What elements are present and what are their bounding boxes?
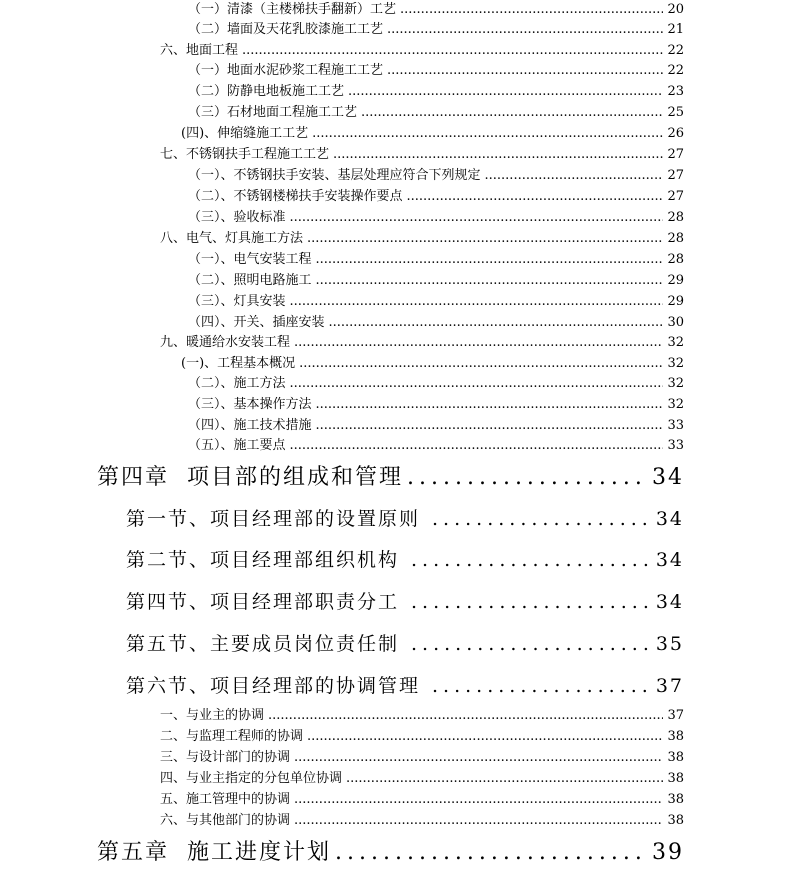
toc-entry-label: 六、与其他部门的协调 bbox=[160, 813, 291, 828]
toc-entry-label: 八、电气、灯具施工方法 bbox=[160, 231, 304, 246]
toc-entry-label: （三）、验收标准 bbox=[188, 210, 286, 225]
toc-leader-dots bbox=[242, 43, 663, 59]
toc-entry-page: 37 bbox=[655, 675, 684, 697]
toc-entry[interactable] bbox=[160, 771, 684, 787]
toc-entry-page: 26 bbox=[667, 126, 684, 141]
toc-leader-dots bbox=[307, 729, 663, 745]
toc-leader-dots bbox=[316, 252, 664, 268]
toc-entry-label: （四）、开关、插座安装 bbox=[188, 315, 325, 330]
toc-entry[interactable] bbox=[160, 750, 684, 766]
toc-entry-label: （三）、灯具安装 bbox=[188, 294, 286, 309]
toc-leader-dots bbox=[329, 315, 664, 331]
toc-entry[interactable] bbox=[160, 147, 684, 163]
toc-entry-label: 第五章 施工进度计划 bbox=[97, 840, 331, 865]
toc-leader-dots bbox=[290, 294, 664, 310]
toc-leader-dots bbox=[307, 231, 663, 247]
toc-leader-dots bbox=[485, 168, 664, 184]
toc-entry[interactable] bbox=[188, 376, 684, 392]
toc-entry-page: 30 bbox=[667, 315, 684, 330]
toc-leader-dots bbox=[316, 397, 664, 413]
toc-entry-page: 22 bbox=[667, 63, 684, 78]
toc-entry-label: （二）墙面及天花乳胶漆施工工艺 bbox=[188, 22, 384, 37]
toc-entry-label: 七、不锈钢扶手工程施工工艺 bbox=[160, 147, 330, 162]
toc-entry-page: 33 bbox=[667, 418, 684, 433]
toc-leader-dots bbox=[294, 335, 663, 351]
toc-section-entry[interactable] bbox=[126, 507, 684, 531]
toc-leader-dots bbox=[400, 2, 663, 18]
toc-entry-page: 37 bbox=[667, 708, 684, 723]
toc-entry-page: 34 bbox=[655, 591, 684, 613]
toc-entry[interactable] bbox=[160, 43, 684, 59]
toc-leader-dots bbox=[333, 147, 663, 163]
toc-entry[interactable] bbox=[160, 231, 684, 247]
toc-entry-page: 28 bbox=[667, 210, 684, 225]
toc-entry[interactable] bbox=[160, 792, 684, 808]
toc-entry-page: 27 bbox=[667, 147, 684, 162]
toc-entry[interactable] bbox=[188, 273, 684, 289]
toc-leader-dots bbox=[294, 792, 663, 808]
toc-leader-dots bbox=[407, 465, 640, 491]
toc-entry-page: 23 bbox=[667, 84, 684, 99]
toc-entry-page: 20 bbox=[667, 2, 684, 17]
toc-leader-dots bbox=[348, 84, 663, 100]
toc-entry-page: 38 bbox=[667, 750, 684, 765]
toc-entry-label: 第二节、项目经理部组织机构 bbox=[126, 549, 400, 571]
toc-leader-dots bbox=[299, 356, 663, 372]
toc-entry-label: （一）、电气安装工程 bbox=[188, 252, 312, 267]
toc-section-entry[interactable] bbox=[126, 674, 684, 698]
toc-entry-label: （四）、施工技术措施 bbox=[188, 418, 312, 433]
toc-entry[interactable] bbox=[160, 335, 684, 351]
toc-entry-page: 35 bbox=[655, 633, 684, 655]
toc-leader-dots bbox=[290, 438, 664, 454]
toc-entry-label: 六、地面工程 bbox=[160, 43, 239, 58]
toc-section-entry[interactable] bbox=[126, 548, 684, 572]
toc-entry[interactable] bbox=[188, 397, 684, 413]
toc-leader-dots bbox=[268, 708, 663, 724]
toc-entry-label: (四)、伸缩缝施工工艺 bbox=[181, 126, 309, 141]
toc-entry-page: 32 bbox=[667, 356, 684, 371]
toc-entry-label: （三）、基本操作方法 bbox=[188, 397, 312, 412]
toc-entry-label: (一)、工程基本概况 bbox=[181, 356, 296, 371]
toc-entry-page: 38 bbox=[667, 813, 684, 828]
toc-entry-label: 第一节、项目经理部的设置原则 bbox=[126, 508, 421, 530]
toc-leader-dots bbox=[407, 189, 664, 205]
toc-entry-label: （三）石材地面工程施工工艺 bbox=[188, 105, 358, 120]
toc-entry-page: 38 bbox=[667, 771, 684, 786]
toc-leader-dots bbox=[316, 273, 664, 289]
toc-entry-page: 22 bbox=[667, 43, 684, 58]
toc-entry[interactable] bbox=[188, 22, 684, 38]
toc-entry[interactable] bbox=[188, 294, 684, 310]
toc-entry-label: （二）、照明电路施工 bbox=[188, 273, 312, 288]
toc-leader-dots bbox=[361, 105, 663, 121]
toc-entry-label: （五）、施工要点 bbox=[188, 438, 286, 453]
toc-entry-page: 34 bbox=[652, 465, 684, 490]
toc-entry-page: 32 bbox=[667, 376, 684, 391]
toc-entry-page: 39 bbox=[652, 840, 684, 865]
toc-entry-label: （二）防静电地板施工工艺 bbox=[188, 84, 345, 99]
toc-entry-page: 32 bbox=[667, 335, 684, 350]
toc-entry-label: （二）、施工方法 bbox=[188, 376, 286, 391]
toc-leader-dots bbox=[432, 507, 648, 531]
toc-entry[interactable] bbox=[188, 84, 684, 100]
toc-entry-label: 第六节、项目经理部的协调管理 bbox=[126, 675, 421, 697]
toc-entry[interactable] bbox=[188, 252, 684, 268]
toc-entry[interactable] bbox=[181, 356, 684, 372]
toc-entry-label: （一）清漆（主楼梯扶手翻新）工艺 bbox=[188, 2, 397, 17]
toc-leader-dots bbox=[290, 376, 664, 392]
toc-entry-page: 32 bbox=[667, 397, 684, 412]
toc-entry[interactable] bbox=[181, 126, 684, 142]
toc-entry-page: 21 bbox=[667, 22, 684, 37]
toc-entry-page: 34 bbox=[655, 549, 684, 571]
toc-entry[interactable] bbox=[188, 210, 684, 226]
toc-leader-dots bbox=[312, 126, 663, 142]
toc-section-entry[interactable] bbox=[126, 632, 684, 656]
toc-chapter-entry[interactable] bbox=[97, 465, 684, 491]
toc-entry-page: 33 bbox=[667, 438, 684, 453]
toc-entry-page: 28 bbox=[667, 231, 684, 246]
toc-entry-page: 38 bbox=[667, 792, 684, 807]
toc-entry-label: 第四章 项目部的组成和管理 bbox=[97, 465, 403, 490]
toc-entry-label: 二、与监理工程师的协调 bbox=[160, 729, 304, 744]
toc-leader-dots bbox=[294, 813, 663, 829]
toc-entry-label: 五、施工管理中的协调 bbox=[160, 792, 291, 807]
toc-leader-dots bbox=[411, 548, 648, 572]
toc-leader-dots bbox=[290, 210, 664, 226]
toc-leader-dots bbox=[432, 674, 648, 698]
toc-entry[interactable] bbox=[160, 813, 684, 829]
toc-entry-label: （一）、不锈钢扶手安装、基层处理应符合下列规定 bbox=[188, 168, 481, 183]
toc-entry[interactable] bbox=[188, 168, 684, 184]
toc-entry-label: （二）、不锈钢楼梯扶手安装操作要点 bbox=[188, 189, 403, 204]
toc-leader-dots bbox=[316, 418, 664, 434]
toc-entry[interactable] bbox=[188, 63, 684, 79]
toc-leader-dots bbox=[335, 840, 640, 866]
toc-entry-page: 34 bbox=[655, 508, 684, 530]
toc-entry[interactable] bbox=[188, 2, 684, 18]
toc-entry-page: 28 bbox=[667, 252, 684, 267]
toc-leader-dots bbox=[411, 590, 648, 614]
toc-entry[interactable] bbox=[188, 105, 684, 121]
toc-leader-dots bbox=[294, 750, 663, 766]
toc-entry[interactable] bbox=[188, 315, 684, 331]
toc-entry-page: 29 bbox=[667, 294, 684, 309]
toc-entry-label: 四、与业主指定的分包单位协调 bbox=[160, 771, 343, 786]
toc-entry-label: （一）地面水泥砂浆工程施工工艺 bbox=[188, 63, 384, 78]
toc-entry[interactable] bbox=[188, 189, 684, 205]
toc-entry[interactable] bbox=[160, 729, 684, 745]
toc-leader-dots bbox=[387, 22, 663, 38]
toc-leader-dots bbox=[387, 63, 663, 79]
toc-leader-dots bbox=[411, 632, 648, 656]
toc-chapter-entry[interactable] bbox=[97, 840, 684, 866]
toc-entry-page: 27 bbox=[667, 189, 684, 204]
toc-entry-label: 九、暖通给水安装工程 bbox=[160, 335, 291, 350]
toc-entry-label: 三、与设计部门的协调 bbox=[160, 750, 291, 765]
toc-leader-dots bbox=[346, 771, 663, 787]
toc-entry-page: 29 bbox=[667, 273, 684, 288]
toc-entry[interactable] bbox=[188, 418, 684, 434]
toc-entry[interactable] bbox=[188, 438, 684, 454]
toc-entry-label: 第五节、主要成员岗位责任制 bbox=[126, 633, 400, 655]
toc-entry-label: 第四节、项目经理部职责分工 bbox=[126, 591, 400, 613]
toc-entry-page: 25 bbox=[667, 105, 684, 120]
toc-entry-label: 一、与业主的协调 bbox=[160, 708, 265, 723]
toc-entry-page: 38 bbox=[667, 729, 684, 744]
toc-section-entry[interactable] bbox=[126, 590, 684, 614]
toc-entry[interactable] bbox=[160, 708, 684, 724]
toc-entry-page: 27 bbox=[667, 168, 684, 183]
